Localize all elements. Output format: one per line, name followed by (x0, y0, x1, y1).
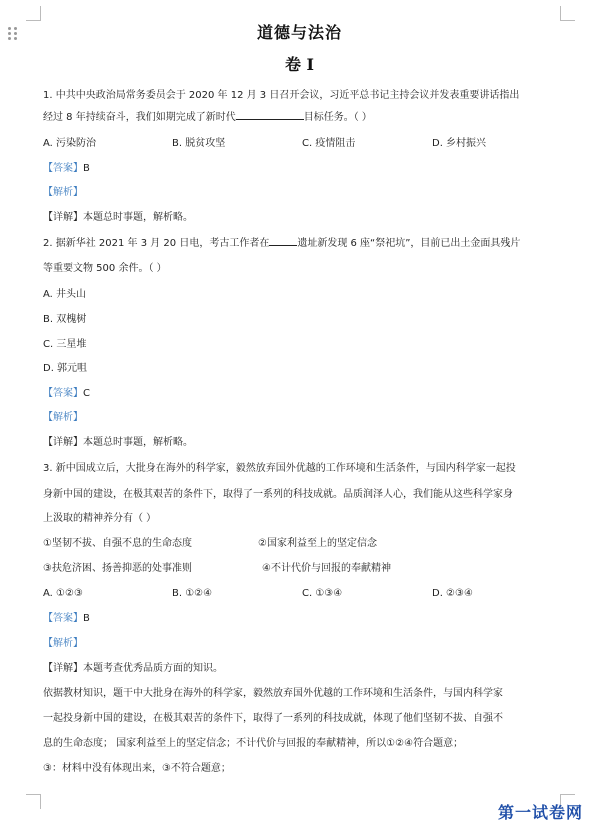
site-watermark: 第一试卷网 (497, 803, 583, 822)
q1-option-a: A. 污染防治 (43, 138, 97, 149)
q3-option-c: C. ①③④ (302, 588, 343, 599)
q1-detail: 【详解】本题总时事题，解析略。 (43, 212, 193, 223)
q1-stem-line1: 1. 中共中央政治局常务委员会于 2020 年 12 月 3 日召开会议，习近平总书记主持会议并发表重要讲话指出 (43, 90, 520, 101)
q2-option-d: D. 郭元咀 (43, 363, 88, 374)
q3-item-2: ②国家利益至上的坚定信念 (258, 538, 377, 549)
q1-stem-line2: 经过 8 年持续奋斗，我们如期完成了新时代 目标任务。（ ） (43, 112, 372, 123)
q3-option-a: A. ①②③ (43, 588, 83, 599)
q1-option-c: C. 疫情阻击 (302, 138, 356, 149)
q2-option-b: B. 双槐树 (43, 314, 87, 325)
q3-stem-line1: 3. 新中国成立后，大批身在海外的科学家，毅然放弃国外优越的工作环境和生活条件，与国内科学家一起投 (43, 463, 516, 474)
page-corner-mark-bottom-left (26, 794, 41, 809)
q2-option-c: C. 三星堆 (43, 339, 87, 350)
q3-item-1: ①坚韧不拔、自强不息的生命态度 (43, 538, 192, 549)
q3-item-4: ④不计代价与回报的奉献精神 (262, 563, 391, 574)
q3-option-b: B. ①②④ (172, 588, 213, 599)
q3-stem-line2: 身新中国的建设，在极其艰苦的条件下，取得了一系列的科技成就。品质润泽人心，我们能从这些科学家身 (43, 489, 513, 500)
q1-option-d: D. 乡村振兴 (432, 138, 487, 149)
q2-detail: 【详解】本题总时事题，解析略。 (43, 437, 193, 448)
q3-analysis-label: 【解析】 (43, 638, 83, 649)
document-title: 道德与法治 (256, 23, 342, 42)
q3-explain-line2: 一起投身新中国的建设，在极其艰苦的条件下，取得了一系列的科技成就，体现了他们坚韧不拔、自强不 (43, 713, 503, 724)
q3-stem-line3: 上汲取的精神养分有（ ） (43, 513, 157, 524)
q2-blank (269, 236, 297, 246)
q3-explain-line4: ③：材料中没有体现出来，③不符合题意； (43, 763, 231, 774)
q1-answer: 【答案】B (43, 163, 90, 174)
q3-explain-line1: 依据教材知识，题干中大批身在海外的科学家，毅然放弃国外优越的工作环境和生活条件，与国内科学家 (43, 688, 503, 699)
page-corner-mark-top-left (26, 6, 41, 21)
q3-detail: 【详解】本题考查优秀品质方面的知识。 (43, 663, 223, 674)
page-corner-mark-top-right (560, 6, 575, 21)
q2-analysis-label: 【解析】 (43, 412, 83, 423)
q1-option-b: B. 脱贫攻坚 (172, 138, 226, 149)
q3-option-d: D. ②③④ (432, 588, 473, 599)
q1-analysis-label: 【解析】 (43, 187, 83, 198)
q2-option-a: A. 井头山 (43, 289, 87, 300)
q2-answer: 【答案】C (43, 388, 90, 399)
q3-item-3: ③扶危济困、扬善抑恶的处事准则 (43, 563, 192, 574)
document-subtitle: 卷 I (284, 55, 315, 74)
q2-stem-line1: 2. 据新华社 2021 年 3 月 20 日电，考古工作者在 遗址新发现 6 座“祭祀坑”，目前已出土金面具残片 (43, 238, 521, 249)
q1-blank (236, 110, 304, 120)
q3-answer: 【答案】B (43, 613, 90, 624)
q3-explain-line3: 息的生命态度； 国家利益至上的坚定信念；不计代价与回报的奉献精神，所以①②④符合题意； (43, 738, 464, 749)
q2-stem-line2: 等重要文物 500 余件。（ ） (43, 263, 167, 274)
